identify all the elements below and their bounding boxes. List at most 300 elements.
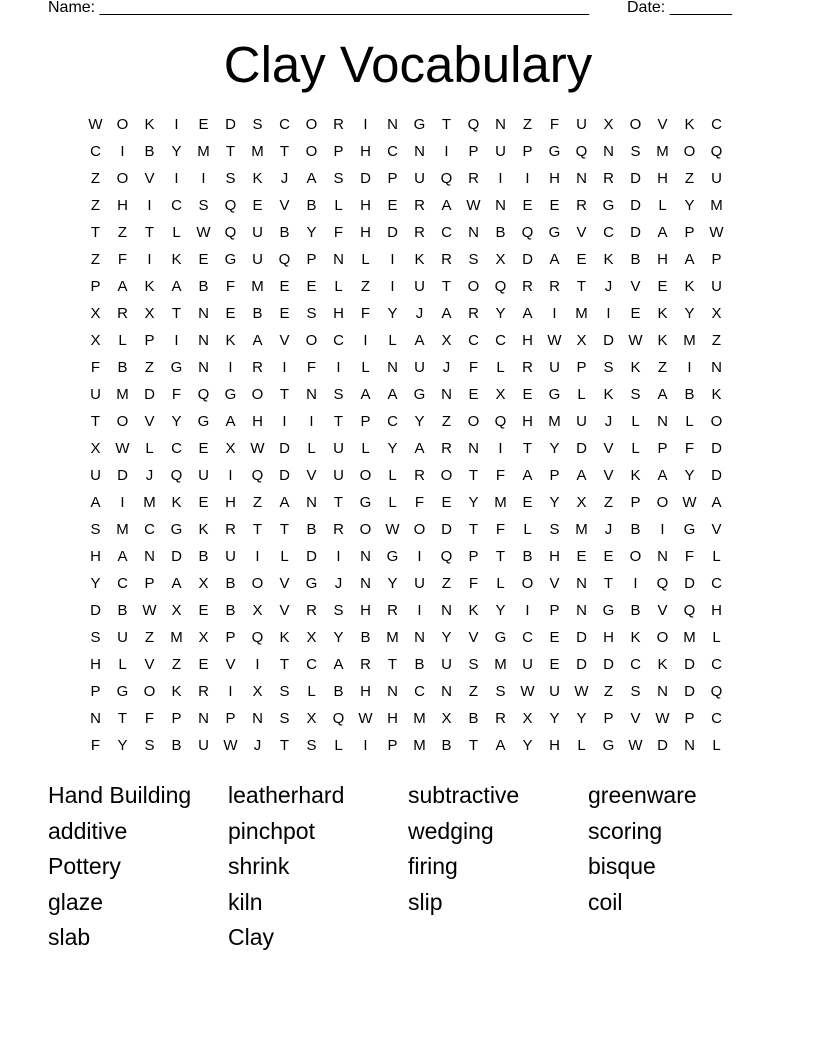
- grid-letter: T: [225, 143, 236, 160]
- grid-letter: N: [387, 683, 398, 700]
- grid-letter: D: [684, 656, 695, 673]
- grid-letter: G: [602, 602, 615, 619]
- grid-letter: D: [441, 521, 452, 538]
- grid-letter: U: [333, 440, 344, 457]
- grid-letter: T: [90, 224, 101, 241]
- grid-letter: N: [603, 143, 614, 160]
- grid-letter: N: [252, 710, 263, 727]
- grid-letter: K: [684, 116, 695, 133]
- word-list-item: slip: [408, 888, 443, 915]
- grid-letter: A: [279, 494, 290, 511]
- grid-letter: B: [468, 710, 479, 727]
- grid-letter: P: [522, 143, 533, 160]
- grid-letter: L: [577, 737, 586, 754]
- grid-letter: E: [630, 305, 641, 322]
- grid-letter: L: [361, 440, 370, 457]
- grid-letter: P: [360, 413, 371, 430]
- grid-letter: L: [361, 251, 370, 268]
- grid-letter: Z: [144, 359, 155, 376]
- grid-letter: E: [657, 278, 668, 295]
- grid-letter: A: [657, 386, 668, 403]
- grid-letter: S: [549, 521, 560, 538]
- grid-letter: Z: [252, 494, 263, 511]
- grid-letter: K: [630, 359, 641, 376]
- word-list-item: greenware: [588, 782, 697, 808]
- grid-letter: R: [414, 197, 425, 214]
- grid-letter: Z: [468, 683, 479, 700]
- grid-letter: N: [468, 440, 479, 457]
- grid-letter: H: [90, 656, 101, 673]
- date-field-label: Date: _______: [627, 0, 732, 16]
- grid-letter: Y: [306, 224, 317, 241]
- grid-letter: E: [225, 305, 236, 322]
- grid-letter: H: [360, 224, 371, 241]
- grid-letter: N: [333, 251, 344, 268]
- grid-letter: Y: [117, 737, 128, 754]
- grid-letter: E: [522, 197, 533, 214]
- grid-letter: K: [711, 386, 722, 403]
- grid-letter: X: [90, 440, 101, 457]
- grid-letter: B: [630, 602, 641, 619]
- grid-letter: P: [630, 494, 641, 511]
- grid-letter: U: [198, 737, 209, 754]
- grid-letter: I: [498, 440, 503, 457]
- grid-letter: X: [306, 710, 317, 727]
- grid-letter: T: [576, 278, 587, 295]
- grid-letter: H: [711, 602, 722, 619]
- grid-letter: U: [117, 629, 128, 646]
- grid-letter: Y: [684, 305, 695, 322]
- grid-letter: I: [120, 494, 125, 511]
- grid-letter: Q: [251, 467, 264, 484]
- grid-letter: X: [225, 440, 236, 457]
- grid-letter: Z: [144, 629, 155, 646]
- grid-letter: M: [494, 656, 507, 673]
- grid-letter: I: [552, 305, 557, 322]
- grid-letter: G: [224, 386, 237, 403]
- grid-letter: U: [711, 170, 722, 187]
- grid-letter: O: [683, 143, 696, 160]
- grid-letter: A: [117, 548, 128, 565]
- grid-letter: U: [225, 548, 236, 565]
- grid-letter: D: [279, 440, 290, 457]
- word-list-item: scoring: [588, 817, 663, 844]
- grid-letter: Z: [360, 278, 371, 295]
- grid-letter: T: [279, 143, 290, 160]
- grid-letter: L: [307, 440, 316, 457]
- grid-letter: O: [467, 413, 480, 430]
- grid-letter: V: [657, 602, 668, 619]
- grid-letter: B: [495, 224, 506, 241]
- grid-letter: B: [360, 629, 371, 646]
- grid-letter: T: [279, 737, 290, 754]
- grid-letter: W: [520, 683, 535, 700]
- grid-letter: R: [441, 251, 452, 268]
- grid-letter: R: [549, 278, 560, 295]
- grid-letter: D: [279, 467, 290, 484]
- grid-letter: Q: [251, 629, 264, 646]
- grid-letter: G: [224, 251, 237, 268]
- grid-letter: Z: [441, 575, 452, 592]
- grid-letter: H: [657, 251, 668, 268]
- grid-letter: E: [198, 251, 209, 268]
- grid-letter: P: [90, 683, 101, 700]
- grid-letter: J: [334, 575, 343, 592]
- grid-letter: A: [414, 332, 425, 349]
- grid-letter: A: [441, 305, 452, 322]
- grid-letter: I: [390, 278, 395, 295]
- grid-letter: X: [198, 575, 209, 592]
- grid-letter: Q: [440, 548, 453, 565]
- grid-letter: O: [629, 116, 642, 133]
- grid-letter: I: [525, 602, 530, 619]
- grid-letter: B: [630, 521, 641, 538]
- grid-letter: C: [333, 332, 344, 349]
- grid-letter: I: [201, 170, 206, 187]
- grid-letter: B: [306, 521, 317, 538]
- grid-letter: Y: [468, 494, 479, 511]
- grid-letter: A: [225, 413, 236, 430]
- grid-letter: B: [117, 359, 128, 376]
- grid-letter: S: [630, 143, 641, 160]
- grid-letter: P: [387, 737, 398, 754]
- grid-letter: H: [90, 548, 101, 565]
- grid-letter: K: [603, 386, 614, 403]
- grid-letter: O: [521, 575, 534, 592]
- grid-letter: A: [495, 737, 506, 754]
- grid-letter: I: [282, 413, 287, 430]
- grid-letter: D: [387, 224, 398, 241]
- grid-letter: D: [576, 629, 587, 646]
- grid-letter: E: [198, 494, 209, 511]
- grid-letter: D: [360, 170, 371, 187]
- grid-letter: D: [171, 548, 182, 565]
- grid-letter: Y: [414, 413, 425, 430]
- grid-letter: K: [630, 467, 641, 484]
- grid-letter: T: [117, 710, 128, 727]
- grid-letter: E: [603, 548, 614, 565]
- grid-letter: B: [198, 278, 209, 295]
- grid-letter: Z: [90, 170, 101, 187]
- grid-letter: D: [144, 386, 155, 403]
- grid-letter: Y: [495, 602, 506, 619]
- grid-letter: K: [603, 251, 614, 268]
- grid-letter: J: [442, 359, 451, 376]
- grid-letter: A: [360, 386, 371, 403]
- grid-letter: I: [363, 332, 368, 349]
- grid-letter: L: [118, 656, 127, 673]
- grid-letter: I: [336, 359, 341, 376]
- grid-letter: K: [657, 332, 668, 349]
- grid-letter: K: [144, 116, 155, 133]
- grid-letter: L: [685, 413, 694, 430]
- grid-letter: Z: [657, 359, 668, 376]
- grid-letter: O: [116, 413, 129, 430]
- grid-letter: L: [388, 467, 397, 484]
- grid-letter: Y: [576, 710, 587, 727]
- grid-letter: Q: [683, 602, 696, 619]
- grid-letter: C: [522, 629, 533, 646]
- grid-letter: L: [334, 737, 343, 754]
- grid-letter: L: [145, 440, 154, 457]
- grid-letter: F: [117, 251, 128, 268]
- grid-letter: Y: [333, 629, 344, 646]
- grid-letter: N: [684, 737, 695, 754]
- grid-letter: N: [576, 170, 587, 187]
- grid-letter: T: [468, 521, 479, 538]
- grid-letter: O: [305, 332, 318, 349]
- grid-letter: E: [468, 386, 479, 403]
- grid-letter: X: [144, 305, 155, 322]
- grid-letter: B: [144, 143, 155, 160]
- grid-letter: L: [712, 737, 721, 754]
- grid-letter: N: [468, 224, 479, 241]
- grid-letter: M: [386, 629, 399, 646]
- grid-letter: Q: [467, 116, 480, 133]
- grid-letter: E: [252, 197, 263, 214]
- grid-letter: E: [549, 629, 560, 646]
- word-list-item: wedging: [408, 817, 494, 844]
- grid-letter: T: [495, 548, 506, 565]
- grid-letter: A: [387, 386, 398, 403]
- grid-letter: B: [522, 548, 533, 565]
- grid-letter: V: [603, 440, 614, 457]
- grid-letter: A: [576, 467, 587, 484]
- grid-letter: I: [282, 359, 287, 376]
- grid-letter: P: [468, 548, 479, 565]
- grid-letter: L: [658, 197, 667, 214]
- grid-letter: G: [602, 197, 615, 214]
- grid-letter: I: [633, 575, 638, 592]
- grid-letter: F: [684, 548, 695, 565]
- grid-letter: D: [684, 683, 695, 700]
- grid-letter: N: [387, 116, 398, 133]
- grid-letter: Q: [224, 197, 237, 214]
- word-list-item: subtractive: [408, 782, 520, 808]
- grid-letter: A: [684, 251, 695, 268]
- grid-letter: M: [656, 143, 669, 160]
- grid-letter: R: [441, 440, 452, 457]
- grid-letter: P: [171, 710, 182, 727]
- grid-letter: F: [144, 710, 155, 727]
- grid-letter: S: [333, 602, 344, 619]
- grid-letter: L: [577, 386, 586, 403]
- grid-letter: X: [576, 494, 587, 511]
- grid-letter: N: [657, 683, 668, 700]
- grid-letter: M: [413, 710, 426, 727]
- grid-letter: Y: [549, 440, 560, 457]
- grid-letter: J: [253, 737, 262, 754]
- grid-letter: Z: [441, 413, 452, 430]
- grid-letter: S: [279, 683, 290, 700]
- grid-letter: V: [630, 278, 641, 295]
- grid-letter: X: [252, 683, 263, 700]
- grid-letter: T: [468, 467, 479, 484]
- grid-letter: T: [144, 224, 155, 241]
- word-list-item: firing: [408, 853, 458, 879]
- grid-letter: H: [360, 143, 371, 160]
- grid-letter: G: [197, 413, 210, 430]
- grid-letter: R: [576, 197, 587, 214]
- grid-letter: K: [252, 170, 263, 187]
- grid-letter: A: [441, 197, 452, 214]
- grid-letter: C: [468, 332, 479, 349]
- grid-letter: Q: [494, 413, 507, 430]
- grid-letter: C: [144, 521, 155, 538]
- grid-letter: I: [606, 305, 611, 322]
- grid-letter: T: [252, 521, 263, 538]
- grid-letter: P: [468, 143, 479, 160]
- grid-letter: U: [333, 467, 344, 484]
- grid-letter: R: [522, 278, 533, 295]
- grid-letter: D: [576, 656, 587, 673]
- grid-letter: U: [414, 170, 425, 187]
- grid-letter: W: [250, 440, 265, 457]
- grid-letter: I: [174, 170, 179, 187]
- grid-letter: L: [307, 683, 316, 700]
- grid-letter: E: [522, 494, 533, 511]
- grid-letter: R: [225, 521, 236, 538]
- grid-letter: U: [441, 656, 452, 673]
- grid-letter: D: [576, 440, 587, 457]
- grid-letter: H: [549, 170, 560, 187]
- word-list: [48, 778, 768, 956]
- grid-letter: N: [360, 548, 371, 565]
- grid-letter: A: [117, 278, 128, 295]
- grid-letter: O: [116, 170, 129, 187]
- grid-letter: V: [549, 575, 560, 592]
- word-list-item: bisque: [588, 853, 656, 879]
- grid-letter: I: [228, 467, 233, 484]
- grid-letter: T: [441, 278, 452, 295]
- grid-letter: T: [387, 656, 398, 673]
- grid-letter: P: [333, 143, 344, 160]
- grid-letter: K: [630, 629, 641, 646]
- grid-letter: B: [441, 737, 452, 754]
- grid-letter: M: [683, 332, 696, 349]
- grid-letter: L: [388, 332, 397, 349]
- grid-letter: C: [90, 143, 101, 160]
- grid-letter: P: [144, 575, 155, 592]
- grid-letter: A: [171, 278, 182, 295]
- grid-letter: C: [414, 683, 425, 700]
- grid-letter: I: [228, 683, 233, 700]
- grid-letter: P: [225, 710, 236, 727]
- grid-letter: Y: [684, 467, 695, 484]
- grid-letter: I: [390, 251, 395, 268]
- grid-letter: T: [171, 305, 182, 322]
- grid-letter: T: [279, 656, 290, 673]
- grid-letter: V: [279, 197, 290, 214]
- grid-letter: C: [387, 143, 398, 160]
- grid-letter: H: [522, 332, 533, 349]
- grid-letter: L: [388, 494, 397, 511]
- grid-letter: V: [279, 332, 290, 349]
- grid-letter: C: [711, 116, 722, 133]
- word-list-item: pinchpot: [228, 817, 315, 844]
- grid-letter: Y: [171, 143, 182, 160]
- grid-letter: M: [170, 629, 183, 646]
- grid-letter: F: [684, 440, 695, 457]
- grid-letter: I: [417, 602, 422, 619]
- grid-letter: S: [630, 683, 641, 700]
- grid-letter: G: [359, 494, 372, 511]
- grid-letter: S: [252, 116, 263, 133]
- grid-letter: S: [90, 629, 101, 646]
- grid-letter: Y: [171, 413, 182, 430]
- grid-letter: Q: [710, 143, 723, 160]
- grid-letter: Y: [387, 440, 398, 457]
- grid-letter: H: [603, 629, 614, 646]
- grid-letter: D: [522, 251, 533, 268]
- grid-letter: C: [603, 224, 614, 241]
- header-line: [48, 0, 748, 20]
- grid-letter: M: [548, 413, 561, 430]
- grid-letter: O: [413, 521, 426, 538]
- grid-letter: I: [120, 143, 125, 160]
- grid-letter: S: [333, 386, 344, 403]
- grid-letter: F: [360, 305, 371, 322]
- grid-letter: E: [198, 116, 209, 133]
- grid-letter: B: [279, 224, 290, 241]
- grid-letter: P: [684, 224, 695, 241]
- grid-letter: N: [387, 359, 398, 376]
- grid-letter: B: [225, 602, 236, 619]
- grid-letter: V: [468, 629, 479, 646]
- grid-letter: Y: [387, 575, 398, 592]
- grid-letter: O: [440, 467, 453, 484]
- grid-letter: Y: [387, 305, 398, 322]
- grid-letter: F: [171, 386, 182, 403]
- grid-letter: B: [252, 305, 263, 322]
- grid-letter: A: [171, 575, 182, 592]
- grid-letter: J: [604, 413, 613, 430]
- grid-letter: D: [630, 224, 641, 241]
- grid-letter: Y: [90, 575, 101, 592]
- grid-letter: R: [306, 602, 317, 619]
- grid-letter: X: [603, 116, 614, 133]
- grid-letter: E: [549, 197, 560, 214]
- grid-letter: L: [334, 278, 343, 295]
- grid-letter: K: [279, 629, 290, 646]
- grid-letter: W: [547, 332, 562, 349]
- grid-letter: M: [197, 143, 210, 160]
- grid-letter: Z: [603, 683, 614, 700]
- grid-letter: Y: [522, 737, 533, 754]
- grid-letter: W: [385, 521, 400, 538]
- grid-letter: Z: [522, 116, 533, 133]
- grid-letter: E: [198, 440, 209, 457]
- grid-letter: X: [90, 305, 101, 322]
- grid-letter: R: [387, 602, 398, 619]
- grid-letter: S: [225, 170, 236, 187]
- grid-letter: L: [496, 359, 505, 376]
- grid-letter: S: [468, 656, 479, 673]
- grid-letter: F: [468, 575, 479, 592]
- grid-letter: W: [709, 224, 724, 241]
- grid-letter: P: [711, 251, 722, 268]
- grid-letter: D: [603, 332, 614, 349]
- grid-letter: P: [576, 359, 587, 376]
- grid-letter: R: [522, 359, 533, 376]
- grid-letter: G: [413, 116, 426, 133]
- grid-letter: G: [170, 359, 183, 376]
- grid-letter: T: [90, 413, 101, 430]
- grid-letter: G: [305, 575, 318, 592]
- grid-letter: B: [306, 197, 317, 214]
- grid-letter: V: [279, 602, 290, 619]
- grid-letter: A: [333, 656, 344, 673]
